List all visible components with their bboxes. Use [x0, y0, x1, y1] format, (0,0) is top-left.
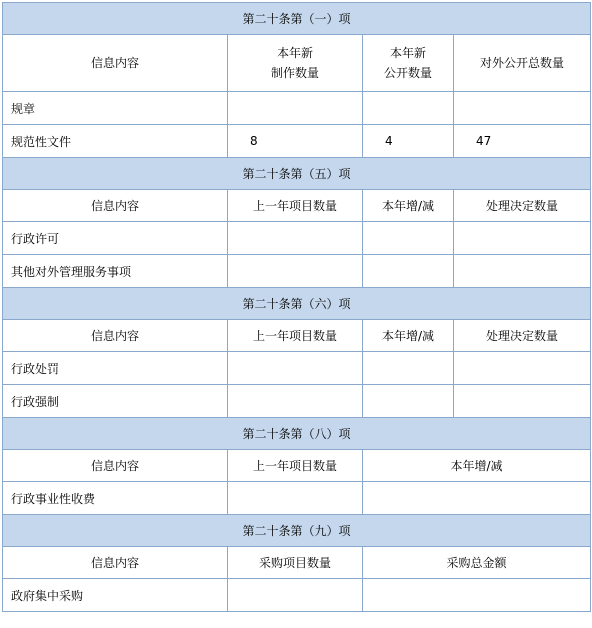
- table-cell: 47: [454, 125, 591, 158]
- table-row: [3, 222, 591, 255]
- table-cell: [228, 92, 363, 125]
- table-cell: [363, 222, 454, 255]
- table-cell: [228, 255, 363, 288]
- disclosure-table: [2, 2, 591, 612]
- column-header: 本年增/减: [363, 450, 591, 482]
- column-header: 信息内容: [3, 547, 228, 579]
- section-title: 第二十条第（六）项: [3, 288, 591, 320]
- table-cell: [363, 92, 454, 125]
- column-header: 采购总金额: [363, 547, 591, 579]
- column-header: 上一年项目数量: [228, 450, 363, 482]
- section-header-article-20-item-5: [3, 158, 591, 190]
- column-header: 信息内容: [3, 190, 228, 222]
- table-cell: [363, 385, 454, 418]
- table-row: [3, 255, 591, 288]
- column-header-row: [3, 190, 591, 222]
- table-cell: [363, 482, 591, 515]
- column-header: 上一年项目数量: [228, 190, 363, 222]
- column-header-line: 本年新: [276, 46, 313, 60]
- column-header: 处理决定数量: [454, 320, 591, 352]
- column-header-row: [3, 320, 591, 352]
- row-label: 行政强制: [3, 385, 228, 418]
- table-row: [3, 579, 591, 612]
- table-cell: [228, 222, 363, 255]
- column-header: 信息内容: [3, 450, 228, 482]
- column-header: [363, 35, 454, 92]
- section-header-article-20-item-9: [3, 515, 591, 547]
- row-label: 规范性文件: [3, 125, 228, 158]
- row-label: 政府集中采购: [3, 579, 228, 612]
- table-cell: [454, 385, 591, 418]
- column-header: 采购项目数量: [228, 547, 363, 579]
- row-label: 规章: [3, 92, 228, 125]
- column-header-line: 本年新: [389, 46, 426, 60]
- column-header-row: [3, 450, 591, 482]
- table-row: [3, 482, 591, 515]
- column-header: 本年增/减: [363, 320, 454, 352]
- table-cell: [363, 579, 591, 612]
- column-header-row: [3, 547, 591, 579]
- column-header: 对外公开总数量: [454, 35, 591, 92]
- table-row: [3, 385, 591, 418]
- table-cell: [454, 92, 591, 125]
- disclosure-table-container: [2, 2, 591, 612]
- column-header: 处理决定数量: [454, 190, 591, 222]
- column-header: 信息内容: [3, 320, 228, 352]
- column-header: [228, 35, 363, 92]
- section-title: 第二十条第（九）项: [3, 515, 591, 547]
- table-cell: [228, 385, 363, 418]
- table-cell: 8: [228, 125, 363, 158]
- table-cell: 4: [363, 125, 454, 158]
- row-label: 其他对外管理服务事项: [3, 255, 228, 288]
- column-header: 上一年项目数量: [228, 320, 363, 352]
- table-cell: [363, 255, 454, 288]
- column-header-line: 制作数量: [270, 66, 319, 80]
- column-header-line: 公开数量: [383, 66, 432, 80]
- table-cell: [228, 579, 363, 612]
- column-header: 信息内容: [3, 35, 228, 92]
- section-title: 第二十条第（五）项: [3, 158, 591, 190]
- section-title: 第二十条第（一）项: [3, 3, 591, 35]
- section-header-article-20-item-1: [3, 3, 591, 35]
- table-cell: [228, 482, 363, 515]
- section-title: 第二十条第（八）项: [3, 418, 591, 450]
- table-row: [3, 352, 591, 385]
- table-cell: [363, 352, 454, 385]
- row-label: 行政处罚: [3, 352, 228, 385]
- table-cell: [454, 352, 591, 385]
- table-cell: [228, 352, 363, 385]
- table-cell: [454, 255, 591, 288]
- section-header-article-20-item-8: [3, 418, 591, 450]
- row-label: 行政许可: [3, 222, 228, 255]
- table-row: [3, 92, 591, 125]
- column-header: 本年增/减: [363, 190, 454, 222]
- section-header-article-20-item-6: [3, 288, 591, 320]
- row-label: 行政事业性收费: [3, 482, 228, 515]
- table-row: [3, 125, 591, 158]
- column-header-row: [3, 35, 591, 92]
- table-cell: [454, 222, 591, 255]
